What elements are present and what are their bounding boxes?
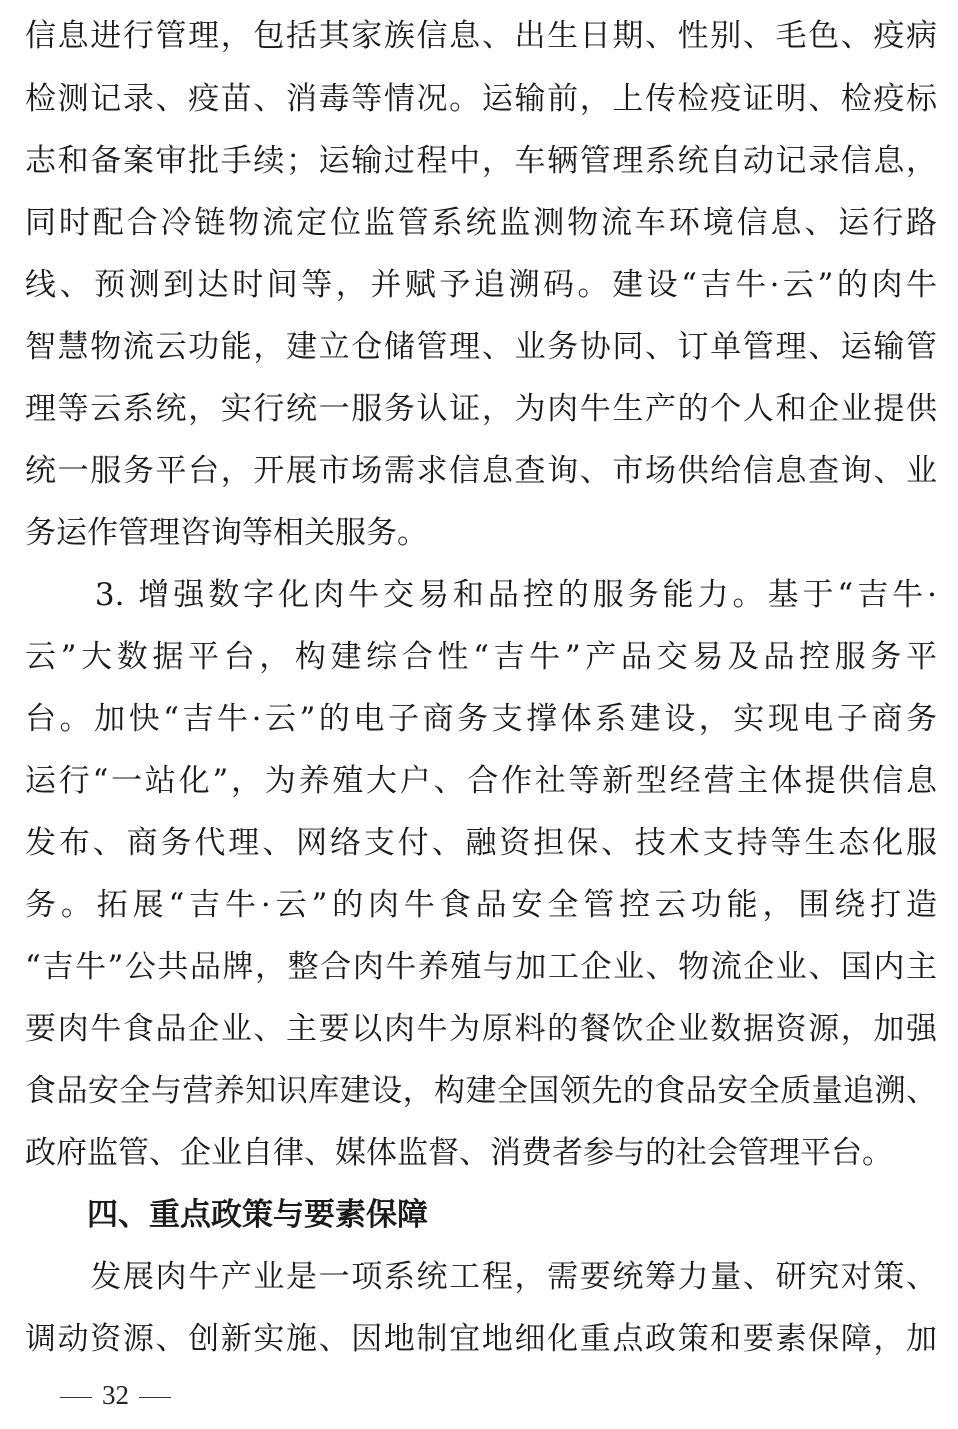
body-line: 调动资源、创新实施、因地制宜地细化重点政策和要素保障，加 xyxy=(25,1321,937,1357)
body-line: 信息进行管理，包括其家族信息、出生日期、性别、毛色、疫病 xyxy=(25,18,937,54)
page-number: 32 xyxy=(102,1380,129,1410)
body-line: 线、预测到达时间等，并赋予追溯码。建设“吉牛·云”的肉牛 xyxy=(25,267,937,303)
body-line: “吉牛”公共品牌，整合肉牛养殖与加工企业、物流企业、国内主 xyxy=(25,949,937,985)
footer-dash-right xyxy=(139,1397,171,1398)
section-heading: 四、重点政策与要素保障 xyxy=(87,1197,428,1233)
body-line: 台。加快“吉牛·云”的电子商务支撑体系建设，实现电子商务 xyxy=(25,701,937,737)
page-footer xyxy=(50,1375,181,1415)
body-line-paragraph-start: 发展肉牛产业是一项系统工程，需要统筹力量、研究对策、 xyxy=(25,1259,937,1295)
body-line: 运行“一站化”，为养殖大户、合作社等新型经营主体提供信息 xyxy=(25,763,937,799)
body-line: 志和备案审批手续；运输过程中，车辆管理系统自动记录信息， xyxy=(25,143,937,179)
body-line: 智慧物流云功能，建立仓储管理、业务协同、订单管理、运输管 xyxy=(25,329,937,365)
body-line: 理等云系统，实行统一服务认证，为肉牛生产的个人和企业提供 xyxy=(25,391,937,427)
body-line-paragraph-end: 政府监管、企业自律、媒体监督、消费者参与的社会管理平台。 xyxy=(25,1135,893,1171)
footer-dash-left xyxy=(60,1397,92,1398)
body-line-paragraph-end: 务运作管理咨询等相关服务。 xyxy=(25,515,428,551)
body-line: 食品安全与营养知识库建设，构建全国领先的食品安全质量追溯、 xyxy=(25,1073,937,1109)
body-line: 发布、商务代理、网络支付、融资担保、技术支持等生态化服 xyxy=(25,825,937,861)
body-line: 同时配合冷链物流定位监管系统监测物流车环境信息、运行路 xyxy=(25,205,937,241)
body-line-paragraph-start: 3. 增强数字化肉牛交易和品控的服务能力。基于“吉牛· xyxy=(25,577,937,613)
body-line: 检测记录、疫苗、消毒等情况。运输前，上传检疫证明、检疫标 xyxy=(25,81,937,117)
body-line: 要肉牛食品企业、主要以肉牛为原料的餐饮企业数据资源，加强 xyxy=(25,1011,937,1047)
body-line: 务。拓展“吉牛·云”的肉牛食品安全管控云功能，围绕打造 xyxy=(25,887,937,923)
body-line: 云”大数据平台，构建综合性“吉牛”产品交易及品控服务平 xyxy=(25,639,937,675)
body-line: 统一服务平台，开展市场需求信息查询、市场供给信息查询、业 xyxy=(25,453,937,489)
